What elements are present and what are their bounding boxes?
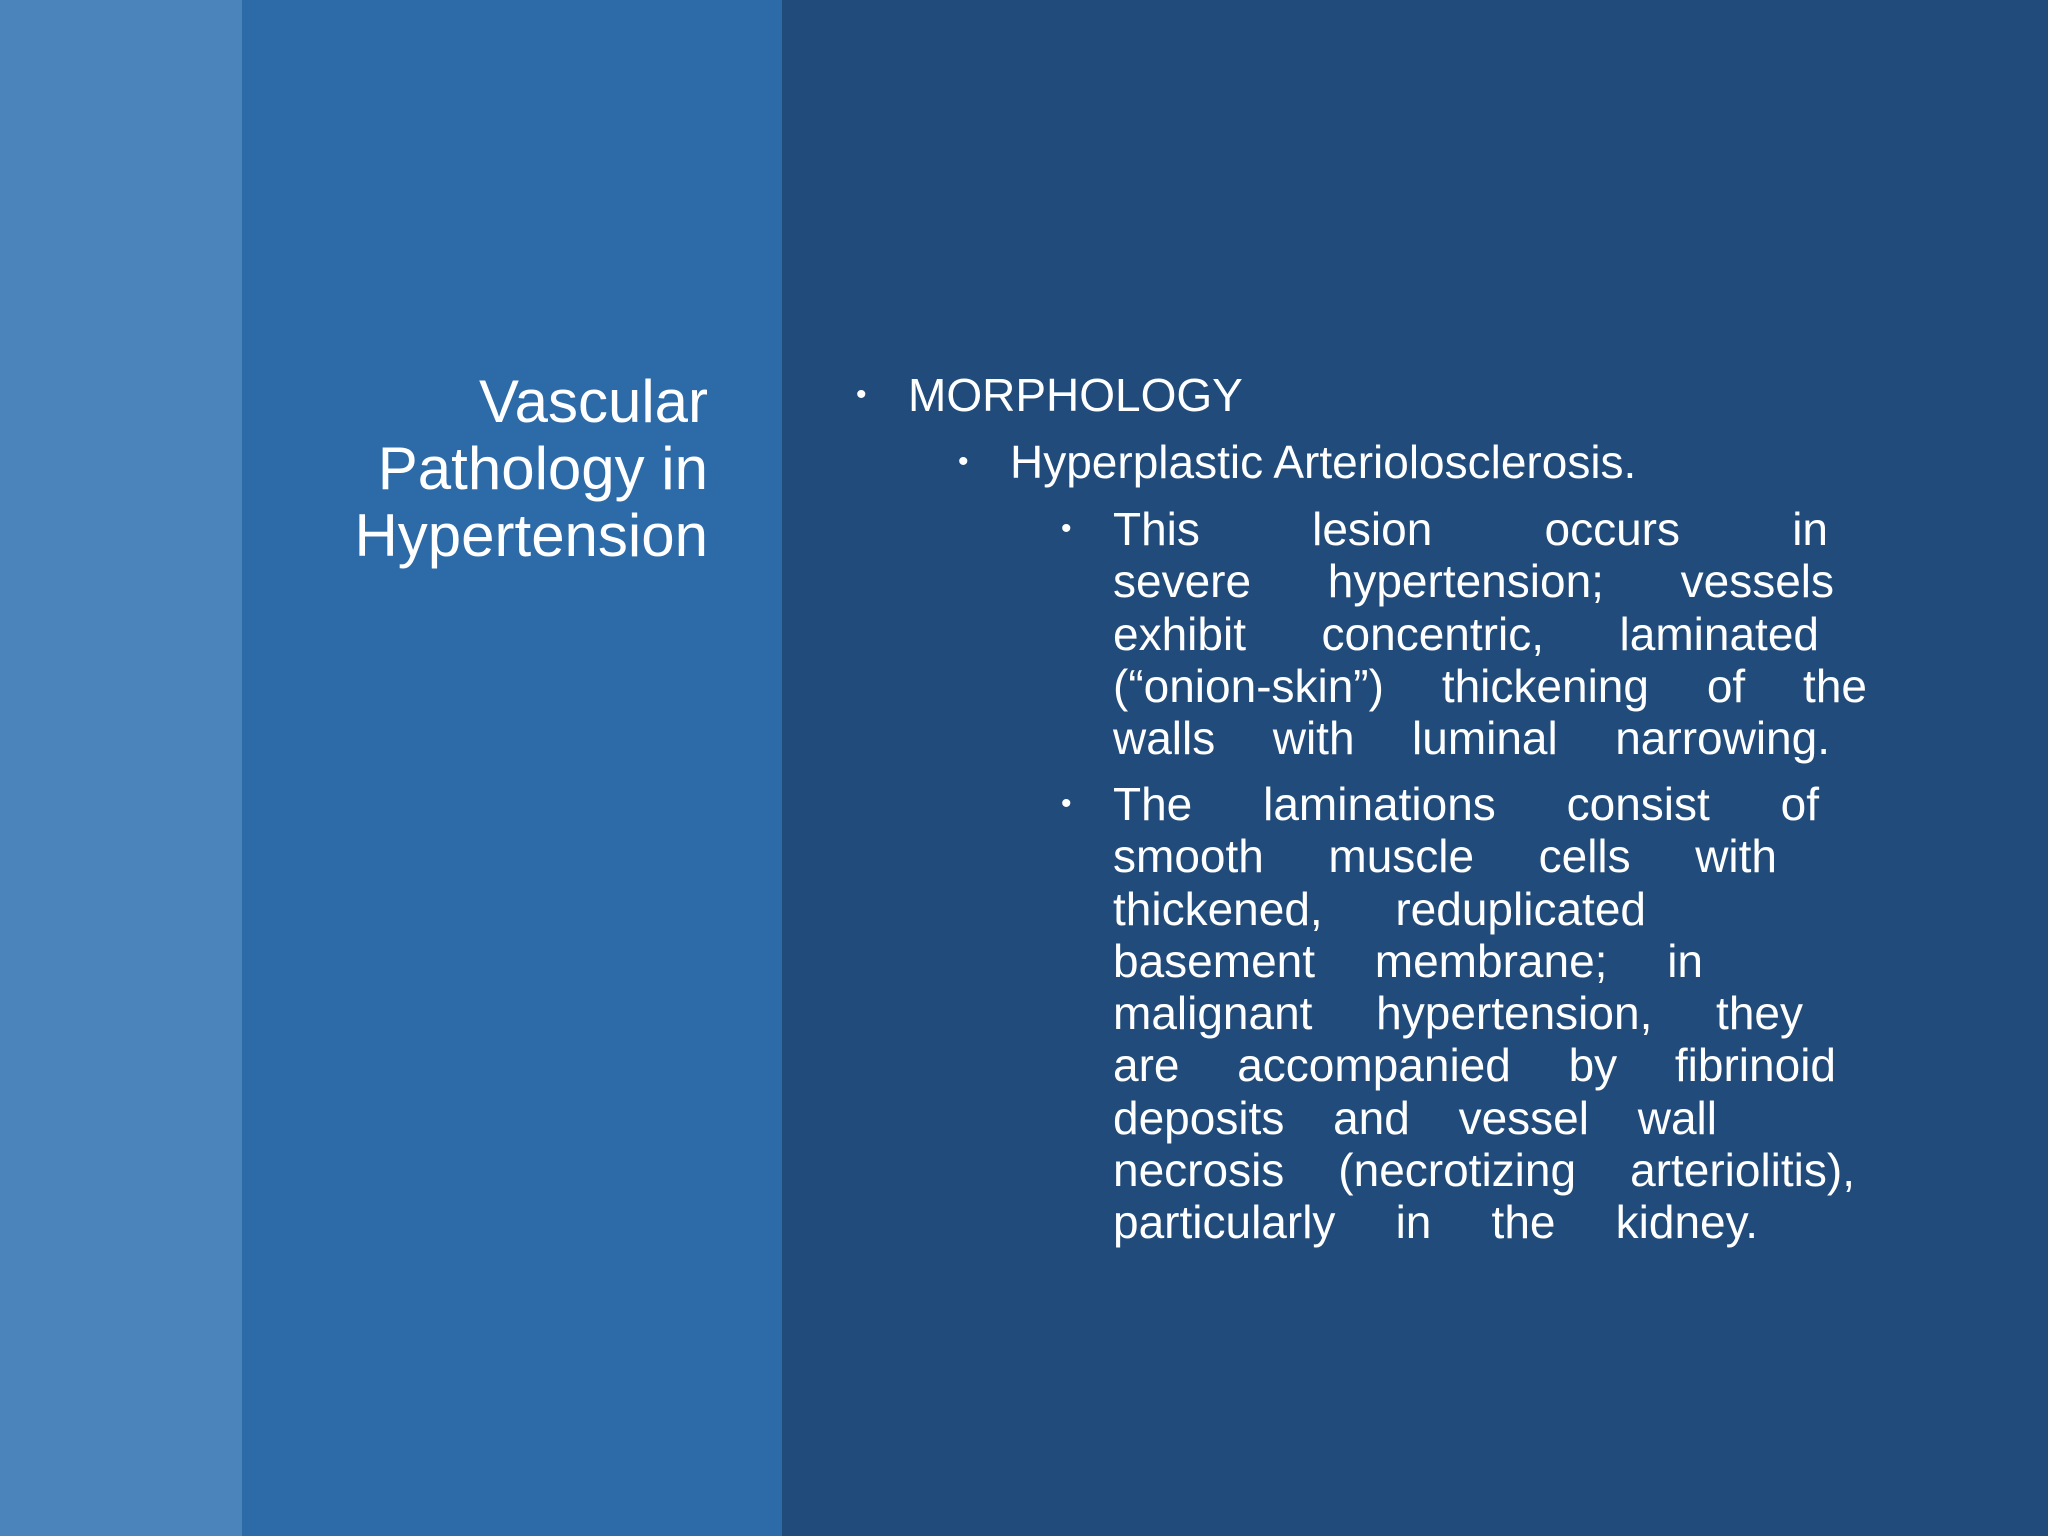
paragraph-lesion-description: [1113, 503, 1867, 764]
paragraph-line: basement membrane; in: [1113, 934, 1703, 987]
paragraph-line: deposits and vessel wall: [1113, 1091, 1717, 1144]
bullet-glyph: •: [1061, 787, 1072, 820]
paragraph-line: particularly in the kidney.: [1113, 1196, 1758, 1249]
bullet-morphology: MORPHOLOGY: [908, 369, 1243, 421]
paragraph-line: are accompanied by fibrinoid: [1113, 1039, 1836, 1092]
paragraph-line: (“onion-skin”) thickening of the: [1113, 659, 1867, 712]
paragraph-line: malignant hypertension, they: [1113, 987, 1803, 1040]
bullet-glyph: •: [1061, 512, 1072, 545]
bullet-glyph: •: [856, 378, 867, 411]
slide-title-line: Vascular: [479, 368, 708, 435]
paragraph-line: smooth muscle cells with: [1113, 830, 1777, 883]
paragraph-line: walls with luminal narrowing.: [1113, 712, 1830, 765]
paragraph-line: necrosis (necrotizing arteriolitis),: [1113, 1144, 1855, 1197]
bullet-hyperplastic-arteriolosclerosis: Hyperplastic Arteriolosclerosis.: [1010, 436, 1637, 488]
slide-title-line: Pathology in: [377, 435, 708, 502]
paragraph-line: thickened, reduplicated: [1113, 882, 1646, 935]
paragraph-line: This lesion occurs in: [1113, 503, 1828, 555]
bullet-glyph: •: [958, 445, 969, 478]
slide-title-line: Hypertension: [354, 502, 708, 569]
paragraph-line: severe hypertension; vessels: [1113, 555, 1834, 608]
paragraph-line: The laminations consist of: [1113, 778, 1819, 830]
paragraph-laminations-description: [1113, 778, 1867, 1249]
paragraph-line: exhibit concentric, laminated: [1113, 607, 1819, 660]
